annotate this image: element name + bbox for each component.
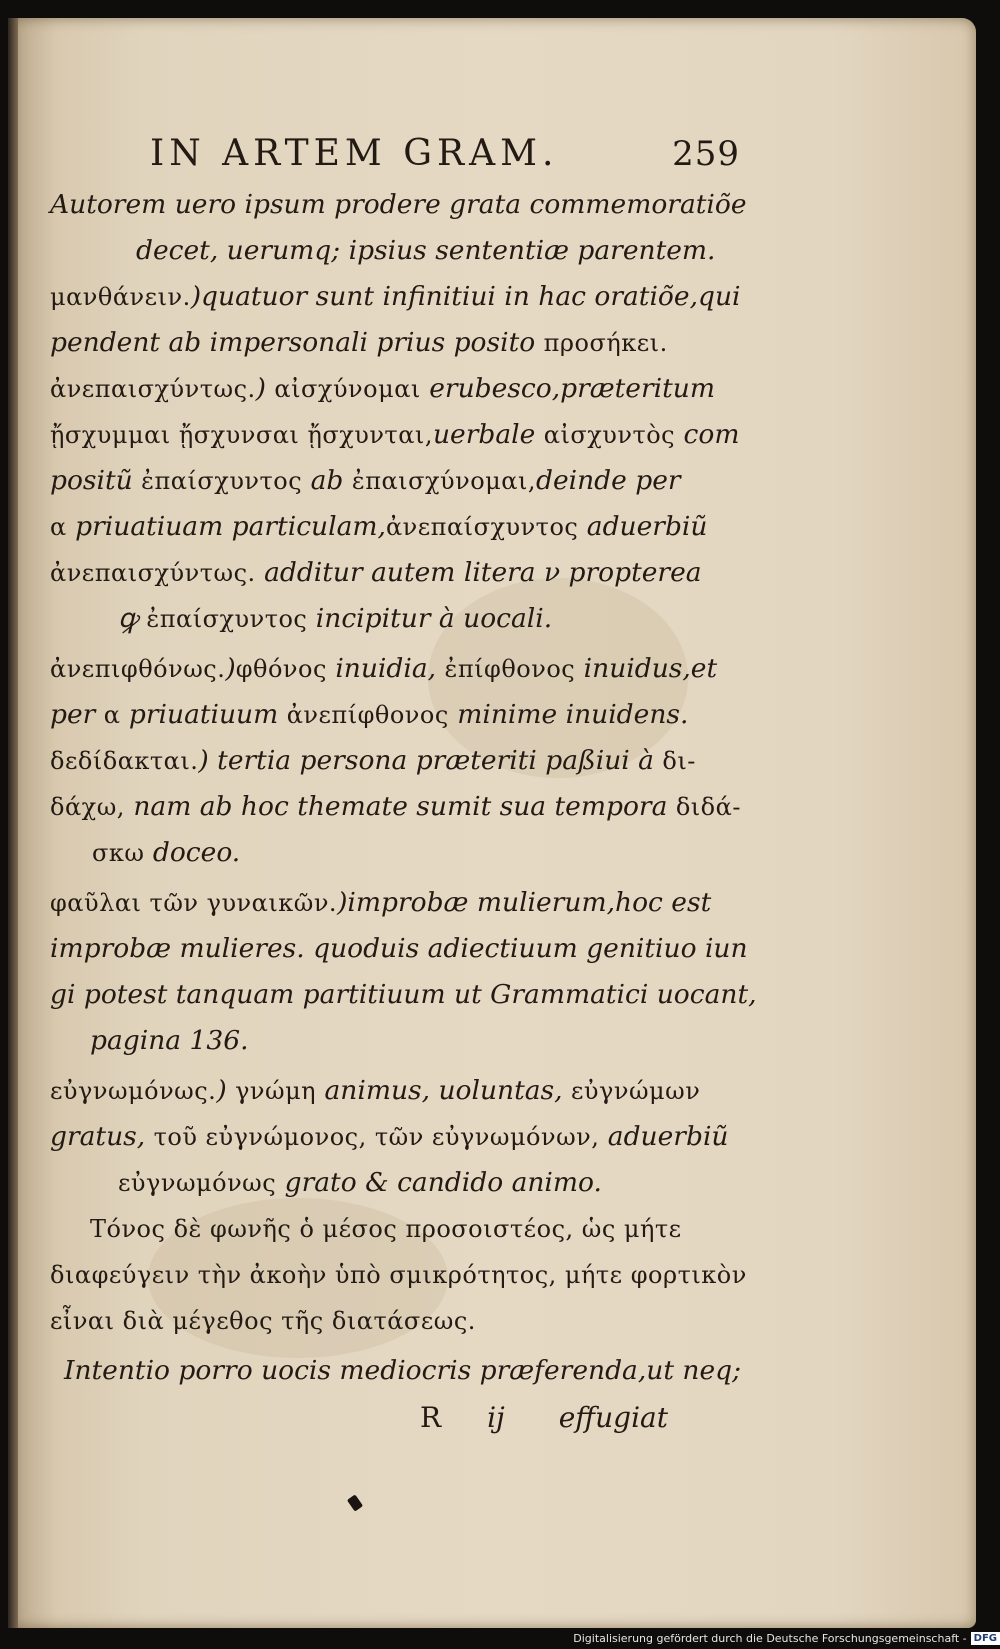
text-line: improbæ mulieres. quoduis adiectiuum genitiuo iun (50, 933, 748, 964)
footer-text: Digitalisierung gefördert durch die Deutsche Forschungsgemeinschaft - (573, 1631, 967, 1645)
text-line: ἀνεπαισχύντως. additur autem litera ν propterea (50, 557, 702, 588)
text-line: ꝙ ἐπαίσχυντος incipitur à uocali. (118, 603, 553, 634)
text-line: positũ ἐπαίσχυντος ab ἐπαισχύνομαι,deinde per (50, 465, 681, 496)
text-line: εὐγνωμόνως grato & candido animo. (118, 1167, 602, 1198)
text-line: εὐγνωμόνως.) γνώμη animus, uoluntas, εὐγνώμων (50, 1075, 701, 1106)
text-line: μανθάνειν.)quatuor sunt infinitiui in hac oratiõe,qui (50, 281, 741, 312)
greek-lemma: δεδίδακται. (50, 747, 199, 775)
text-line: pagina 136. (90, 1025, 249, 1056)
page-text (50, 126, 757, 1442)
text-line: σκω doceo. (92, 837, 241, 868)
greek-lemma: μανθάνειν. (50, 283, 191, 311)
greek-lemma: εὐγνωμόνως. (50, 1077, 217, 1105)
greek-lemma: φαῦλαι τῶν γυναικῶν. (50, 889, 338, 917)
text-line: per α priuatiuum ἀνεπίφθονος minime inuidens. (50, 699, 689, 730)
text-line: ᾔσχυμμαι ᾔσχυνσαι ᾔσχυνται,uerbale αἰσχυντὸς com (50, 419, 740, 450)
text-line: ἀνεπαισχύντως.) αἰσχύνομαι erubesco,præteritum (50, 373, 715, 404)
text-line: δάχω, nam ab hoc themate sumit sua tempora διδά- (50, 791, 741, 822)
page-binding-edge (8, 18, 18, 1628)
page-number: 259 (672, 134, 740, 174)
text-line: δεδίδακται.) tertia persona præteriti paßiui à δι- (50, 745, 696, 776)
text-line: α priuatiuam particulam,ἀνεπαίσχυντος aduerbiũ (50, 511, 708, 542)
greek-lemma: ἀνεπαισχύντως. (50, 375, 256, 403)
greek-quote-line: Τόνος δὲ φωνῆς ὁ μέσος προσοιστέος, ὡς μήτε (90, 1215, 682, 1243)
text-line: ἀνεπιφθόνως.)φθόνος inuidia, ἐπίφθονος inuidus,et (50, 653, 718, 684)
text-line: gi potest tanquam partitiuum ut Grammatici uocant, (50, 979, 757, 1010)
text-line: φαῦλαι τῶν γυναικῶν.)improbæ mulierum,hoc est (50, 887, 712, 918)
signature-mark: R (420, 1401, 442, 1434)
text-line: Intentio porro uocis mediocris præferenda,ut neq; (64, 1355, 742, 1386)
text-line: Autorem uero ipsum prodere grata commemoratiõe (50, 189, 747, 220)
catchword: effugiat (558, 1401, 668, 1434)
text-line: pendent ab impersonali prius posito προσήκει. (50, 327, 668, 358)
dfg-logo: DFG (971, 1632, 1000, 1645)
greek-lemma: ἀνεπιφθόνως. (50, 655, 226, 683)
running-head (150, 126, 740, 182)
text-line: gratus, τοῦ εὐγνώμονος, τῶν εὐγνωμόνων, aduerbiũ (50, 1121, 729, 1152)
greek-quote-line: εἶναι διὰ μέγεθος τῆς διατάσεως. (50, 1307, 476, 1335)
catchline (50, 1394, 750, 1442)
signature-number: ij (487, 1401, 505, 1434)
footer-credit (573, 1629, 1000, 1647)
text-line: decet, uerumq; ipsius sententiæ parentem. (136, 235, 716, 266)
greek-quote-line: διαφεύγειν τὴν ἀκοὴν ὑπὸ σμικρότητος, μήτε φορτικὸν (50, 1261, 747, 1289)
running-head-title: IN ARTEM GRAM. (150, 133, 559, 174)
